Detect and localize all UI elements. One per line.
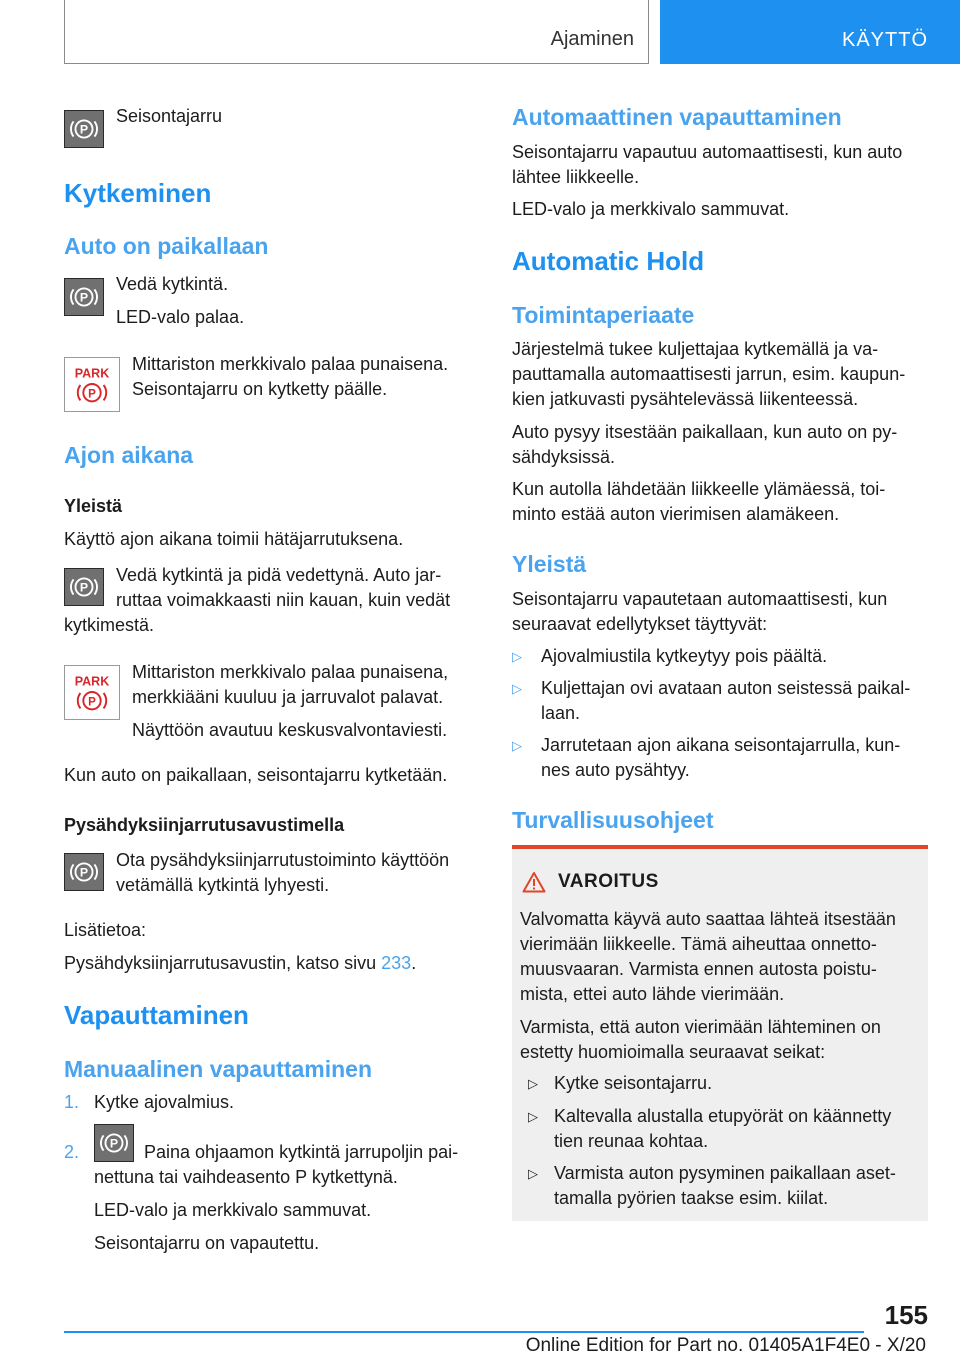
warning-list-item	[528, 1071, 920, 1099]
step-text: Kytke ajovalmius.	[94, 1092, 235, 1112]
footer-divider	[64, 1331, 864, 1333]
svg-text:P: P	[88, 388, 96, 401]
paragraph: Lisätietoa:	[64, 920, 147, 940]
paragraph: Kun auto on paikallaan, seisontajarru kytketään.	[64, 765, 448, 785]
parking-brake-icon	[64, 278, 104, 316]
park-note-line: Näyttöön avautuu keskusvalvontaviesti.	[132, 720, 448, 740]
bullet-triangle-icon: ▷	[512, 738, 522, 753]
bullet-triangle-icon: ▷	[512, 649, 522, 664]
step-text: LED-valo ja merkkivalo sammuvat.	[94, 1200, 372, 1220]
icon-text-line: kytkimestä.	[64, 615, 155, 635]
svg-text:PARK: PARK	[74, 366, 110, 381]
heading-yleista: Yleistä	[512, 551, 587, 577]
park-warning-icon	[64, 665, 120, 720]
heading-toimintaperiaate: Toimintaperiaate	[512, 302, 695, 328]
icon-text-line: Vedä kytkintä ja pidä vedettynä. Auto jar-	[116, 565, 442, 585]
icon-text: Ota pysähdyksiinjarrutustoiminto käyttöön vetämällä kytkintä lyhyesti.	[116, 850, 450, 895]
paragraph: LED-valo ja merkkivalo sammuvat.	[512, 199, 790, 219]
header-chapter-tab	[660, 0, 960, 64]
svg-text:P: P	[79, 290, 89, 305]
heading-manuaalinen: Manuaalinen vapauttaminen	[64, 1056, 373, 1082]
list-item	[512, 733, 928, 788]
svg-text:P: P	[88, 696, 96, 709]
step-line: Vedä kytkintä.	[116, 274, 229, 294]
list-item	[64, 1136, 474, 1260]
step-line: LED-valo palaa.	[116, 307, 245, 327]
bullet-triangle-icon: ▷	[528, 1109, 538, 1124]
warning-box	[512, 845, 928, 1221]
heading-kytkeminen: Kytkeminen	[64, 178, 212, 208]
parking-brake-icon	[64, 110, 104, 148]
step-number: 2.	[64, 1142, 80, 1162]
paragraph: Käyttö ajon aikana toimii hätäjarrutuksena.	[64, 529, 404, 549]
heading-ajon-aikana: Ajon aikana	[64, 442, 194, 468]
paragraph: Auto pysyy itsestään paikallaan, kun auto on py-sähdyksissä.	[512, 422, 898, 467]
bullet-text: Jarrutetaan ajon aikana seisontajarrulla, kun-nes auto pysähtyy.	[541, 735, 901, 780]
warning-title: VAROITUS	[558, 871, 659, 892]
parking-brake-icon	[94, 1124, 134, 1162]
header-chapter-label: KÄYTTÖ	[841, 29, 928, 51]
bullet-triangle-icon: ▷	[528, 1166, 538, 1181]
intro-label: Seisontajarru	[116, 106, 223, 126]
svg-text:P: P	[79, 865, 89, 880]
parking-brake-icon	[64, 853, 104, 891]
reference-end: .	[411, 953, 417, 973]
warning-triangle-icon	[522, 871, 546, 893]
warning-item-text: Kytke seisontajarru.	[554, 1073, 713, 1093]
bullet-text: Kuljettajan ovi avataan auton seistessä paikal-laan.	[541, 678, 911, 723]
warning-paragraph: Valvomatta käyvä auto saattaa lähteä itsestään vierimään liikkeelle. Tämä aiheuttaa onnetto-muusvaaran. Varmista ennen autosta poistu-mista, ettei auto lähde vierimään.	[520, 909, 896, 1004]
header-section-label: Ajaminen	[550, 28, 634, 50]
paragraph: Seisontajarru vapautuu automaattisesti, kun auto lähtee liikkeelle.	[512, 142, 903, 187]
bullet-triangle-icon: ▷	[528, 1076, 538, 1091]
page-link[interactable]: 233	[381, 953, 412, 973]
step-text: Paina ohjaamon kytkintä jarrupoljin pai-	[144, 1142, 459, 1162]
warning-item-text: Varmista auton pysyminen paikallaan aset-tamalla pyörien taakse esim. kiilat.	[554, 1163, 896, 1208]
heading-auto-paikallaan: Auto on paikallaan	[64, 233, 269, 259]
subheading-pysahdys: Pysähdyksiinjarrutusavustimella	[64, 815, 345, 835]
header-section-tab	[64, 0, 649, 64]
reference-text: Pysähdyksiinjarrutusavustin, katso sivu	[64, 953, 382, 973]
warning-item-text: Kaltevalla alustalla etupyörät on käännetty tien reunaa kohtaa.	[554, 1106, 892, 1151]
subheading-yleista: Yleistä	[64, 496, 123, 516]
park-note-line: merkkiääni kuuluu ja jarruvalot palavat.	[132, 687, 444, 707]
heading-vapauttaminen: Vapauttaminen	[64, 1000, 249, 1030]
step-number: 1.	[64, 1092, 80, 1112]
parking-brake-icon	[64, 568, 104, 606]
heading-automatic-hold: Automatic Hold	[512, 246, 705, 276]
heading-turvallisuusohjeet: Turvallisuusohjeet	[512, 807, 714, 833]
paragraph: Kun autolla lähdetään liikkeelle ylämäessä, toi-minto estää auton vierimisen alamäkeen.	[512, 479, 886, 524]
step-text: Seisontajarru on vapautettu.	[94, 1233, 320, 1253]
list-item	[512, 676, 928, 731]
page-number: 155	[884, 1300, 928, 1330]
svg-text:P: P	[109, 1136, 119, 1151]
park-warning-icon	[64, 357, 120, 412]
bullet-text: Ajovalmiustila kytkeytyy pois päältä.	[541, 646, 828, 666]
list-item	[64, 1090, 474, 1120]
warning-paragraph: Varmista, että auton vierimään lähteminen on estetty huomioimalla seuraavat seikat:	[520, 1017, 881, 1062]
list-item	[512, 644, 928, 674]
svg-text:P: P	[79, 122, 89, 137]
warning-list-item	[528, 1104, 920, 1159]
cross-reference	[64, 951, 416, 976]
icon-text-line: ruttaa voimakkaasti niin kauan, kuin vedät	[116, 590, 451, 610]
paragraph: Järjestelmä tukee kuljettajaa kytkemällä ja va-pauttamalla automaattisesti jarrun, esim. kaupun-kien jatkuvasti pysähtelevässä liikenteessä.	[512, 339, 906, 409]
park-note: Mittariston merkkivalo palaa punaisena. Seisontajarru on kytketty päälle.	[132, 354, 449, 399]
paragraph: Seisontajarru vapautetaan automaattisesti, kun seuraavat edellytykset täyttyvät:	[512, 589, 888, 634]
park-note-line: Mittariston merkkivalo palaa punaisena,	[132, 662, 449, 682]
bullet-triangle-icon: ▷	[512, 681, 522, 696]
warning-list-item	[528, 1161, 920, 1216]
heading-automaattinen-vapauttaminen: Automaattinen vapauttaminen	[512, 104, 842, 130]
svg-text:P: P	[79, 580, 89, 595]
svg-text:PARK: PARK	[74, 674, 110, 689]
step-text: nettuna tai vaihdeasento P kytkettynä.	[94, 1167, 398, 1187]
footer-edition: Online Edition for Part no. 01405A1F4E0 - X/20	[525, 1335, 926, 1356]
